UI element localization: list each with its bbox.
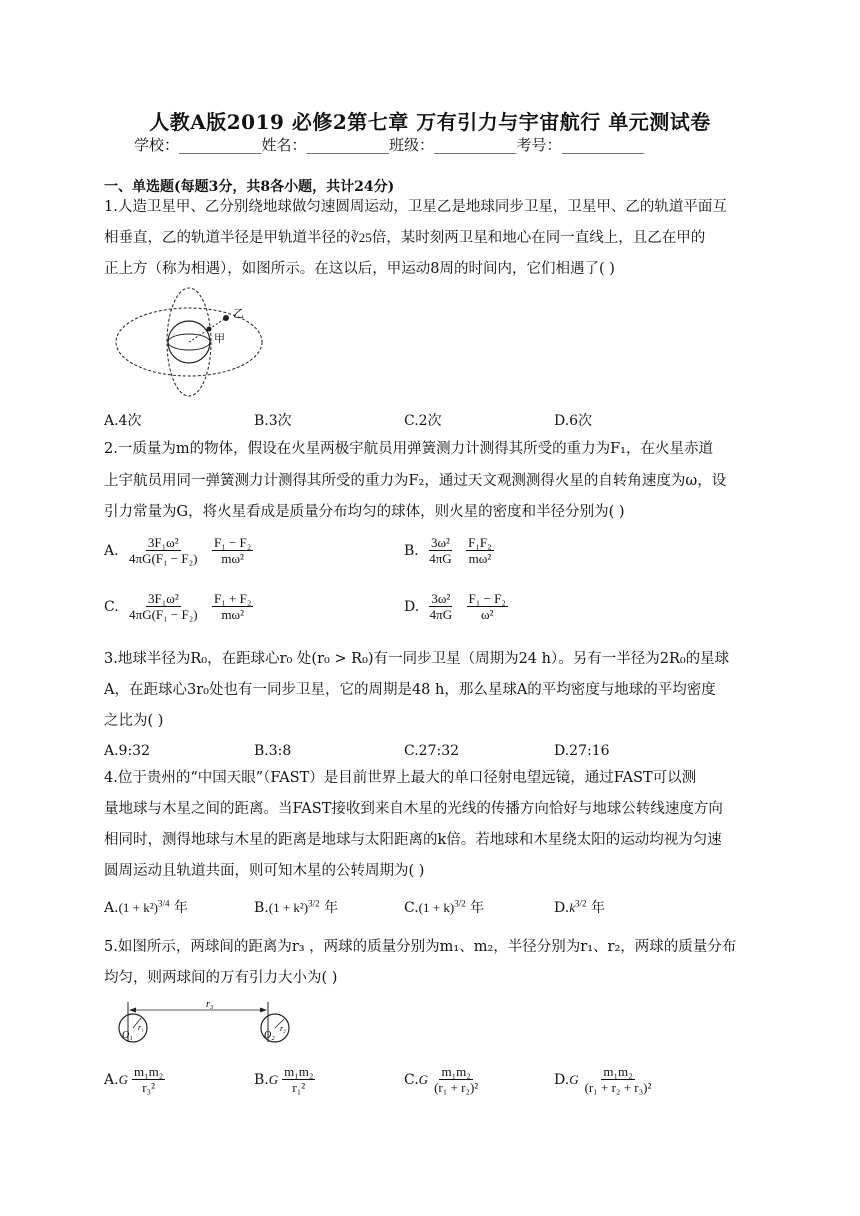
q2-option-b[interactable]: B. $\frac{\text{3ω²}}{4\pi G}$ $\frac{\text{F₁F₂}}{\text{mω²}}$: [404, 535, 492, 566]
q3-line3: 之比为( ): [104, 713, 164, 729]
q4-option-d[interactable]: $D.k^{3/2}$ 年: [554, 898, 605, 916]
q3-line1: 3.地球半径为R₀，在距球心r₀ 处(r₀ > R₀)有一同步卫星（周期为24 h）。另有一半径为2R₀的星球: [104, 651, 730, 667]
q5-option-d[interactable]: D.G $\frac{\text{m₁m₂}}{\text{(r₁ + r₂ + r₃)²}}$: [554, 1064, 652, 1095]
q4-line3: 相同时，测得地球与木星的距离是地球与太阳距离的k倍。若地球和木星绕太阳的运动均视为匀速: [104, 832, 722, 848]
fraction: $\frac{\text{m₁m₂}}{\text{r₃²}}$: [133, 1064, 164, 1095]
arrow-head-left: [129, 1008, 136, 1013]
fraction: $\frac{\text{3F₁ω²}}{\text{4πG(F₁ − F₂)}}$: [129, 591, 198, 622]
q1-option-a[interactable]: A.4次: [104, 413, 142, 429]
q5-option-a[interactable]: A.G $\frac{\text{m₁m₂}}{\text{r₃²}}$: [104, 1064, 164, 1095]
school-label: 学校：: [134, 136, 180, 154]
q5-line1: 5.如图所示，两球间的距离为r₃ ，两球的质量分别为m₁、m₂，半径分别为r₁、r₂，两球的质量分布: [104, 939, 737, 955]
q4-line4: 圆周运动且轨道共面，则可知木星的公转周期为( ): [104, 863, 425, 879]
q4-option-c[interactable]: $C.(1 + k)^{3/2}$ 年: [404, 898, 485, 916]
name-blank[interactable]: ___________: [306, 136, 390, 154]
label-yi: 乙: [233, 308, 244, 320]
q4-option-b[interactable]: $B.(1 + k^2)^{3/2}$ 年: [254, 898, 339, 916]
q2-line1: 2.一质量为m的物体，假设在火星两极宇航员用弹簧测力计测得其所受的重力为F₁，在火星赤道: [104, 441, 713, 457]
q5-option-c[interactable]: C.G $\frac{\text{m₁m₂}}{\text{(r₁ + r₂)²}}$: [404, 1064, 479, 1095]
name-label: 姓名：: [261, 136, 307, 154]
q5-line2: 均匀，则两球间的万有引力大小为( ): [104, 970, 338, 986]
q1-option-b[interactable]: B.3次: [254, 413, 292, 429]
q3-option-a[interactable]: A.9:32: [104, 743, 150, 759]
q4-line1: 4.位于贵州的“中国天眼”（FAST）是目前世界上最大的单口径射电望远镜，通过FAST可以测: [104, 770, 697, 786]
fraction: $\frac{\text{3F₁ω²}}{\text{4πG(F₁ − F₂)}}$: [129, 535, 198, 566]
label-r3: r₃: [206, 999, 214, 1010]
school-blank[interactable]: ___________: [179, 136, 262, 154]
q1-line1: 1.人造卫星甲、乙分别绕地球做匀速圆周运动，卫星乙是地球同步卫星，卫星甲、乙的轨道平面互: [104, 199, 727, 215]
satellite-yi: [223, 315, 229, 321]
satellite-jia: [207, 327, 212, 332]
class-label: 班级：: [389, 136, 435, 154]
label-o1: O₁: [122, 1030, 133, 1041]
q5-option-b[interactable]: B.G $\frac{\text{m₁m₂}}{\text{r₁²}}$: [254, 1064, 314, 1095]
q2-option-a[interactable]: A. $\frac{\text{3F₁ω²}}{\text{4πG(F₁ − F₂)}}$ $\frac{\text{F₁ − F₂}}{\text{mω²}}$: [104, 535, 252, 566]
q1-option-c[interactable]: C.2次: [404, 413, 442, 429]
q2-line2: 上宇航员用同一弹簧测力计测得其所受的重力为F₂，通过天文观测测得火星的自转角速度为ω，设: [104, 473, 727, 489]
fraction: $\frac{\text{F₁ + F₂}}{\text{mω²}}$: [214, 591, 252, 622]
section-heading: 一、单选题(每题3分，共8各小题，共计24分): [104, 179, 395, 195]
orbit-figure: [108, 286, 270, 402]
label-r2: r₂: [280, 1024, 286, 1033]
exam-no-blank[interactable]: ___________: [561, 136, 645, 154]
q4-line2: 量地球与木星之间的距离。当FAST接收到来自木星的光线的传播方向恰好与地球公转线速度方向: [104, 801, 723, 817]
arrow-head-right: [260, 1008, 267, 1013]
student-info-line: [134, 134, 644, 155]
q3-option-b[interactable]: B.3:8: [254, 743, 292, 759]
cube-root: ∛25: [350, 230, 372, 245]
two-spheres-figure: [110, 998, 300, 1048]
q3-option-d[interactable]: D.27:16: [554, 743, 610, 759]
q2-line3: 引力常量为G，将火星看成是质量分布均匀的球体，则火星的密度和半径分别为( ): [104, 504, 625, 520]
fraction: $\frac{\text{3ω²}}{4\pi G}$: [429, 535, 452, 566]
label-r1: r₁: [138, 1023, 144, 1032]
q2-option-c[interactable]: C. $\frac{\text{3F₁ω²}}{\text{4πG(F₁ − F₂)}}$ $\frac{\text{F₁ + F₂}}{\text{mω²}}$: [104, 591, 252, 622]
fraction: $\frac{\text{F₁ − F₂}}{\text{ω²}}$: [468, 591, 506, 622]
fraction: $\frac{\text{m₁m₂}}{\text{(r₁ + r₂)²}}$: [434, 1064, 479, 1095]
q3-line2: A，在距球心3r₀处也有一同步卫星，它的周期是48 h，那么星球A的平均密度与地球的平均密度: [104, 682, 716, 698]
q1-line2: 相垂直，乙的轨道半径是甲轨道半径的∛25倍，某时刻两卫星和地心在同一直线上，且乙在甲的: [104, 230, 706, 246]
q3-option-c[interactable]: C.27:32: [404, 743, 460, 759]
q1-option-d[interactable]: D.6次: [554, 413, 593, 429]
exam-no-label: 考号：: [516, 136, 562, 154]
q1-line3: 正上方（称为相遇），如图所示。在这以后，甲运动8周的时间内，它们相遇了( ): [104, 261, 615, 277]
fraction: $\frac{\text{m₁m₂}}{\text{(r₁ + r₂ + r₃)²}}$: [584, 1064, 652, 1095]
label-o2: O₂: [264, 1030, 275, 1041]
label-jia: 甲: [214, 333, 225, 345]
fraction: $\frac{\text{3ω²}}{4\pi G}$: [429, 591, 453, 622]
page-title: 人教A版2019 必修2第七章 万有引力与宇宙航行 单元测试卷: [149, 110, 711, 134]
class-blank[interactable]: ___________: [434, 136, 517, 154]
fraction: $\frac{\text{F₁ − F₂}}{\text{mω²}}$: [213, 535, 252, 566]
q4-option-a[interactable]: $A.(1 + k^2)^{3/4}$ 年: [104, 898, 188, 916]
fraction: $\frac{\text{F₁F₂}}{\text{mω²}}$: [468, 535, 492, 566]
q2-option-d[interactable]: D. $\frac{\text{3ω²}}{4\pi G}$ $\frac{\text{F₁ − F₂}}{\text{ω²}}$: [404, 591, 506, 622]
fraction: $\frac{\text{m₁m₂}}{\text{r₁²}}$: [284, 1064, 314, 1095]
